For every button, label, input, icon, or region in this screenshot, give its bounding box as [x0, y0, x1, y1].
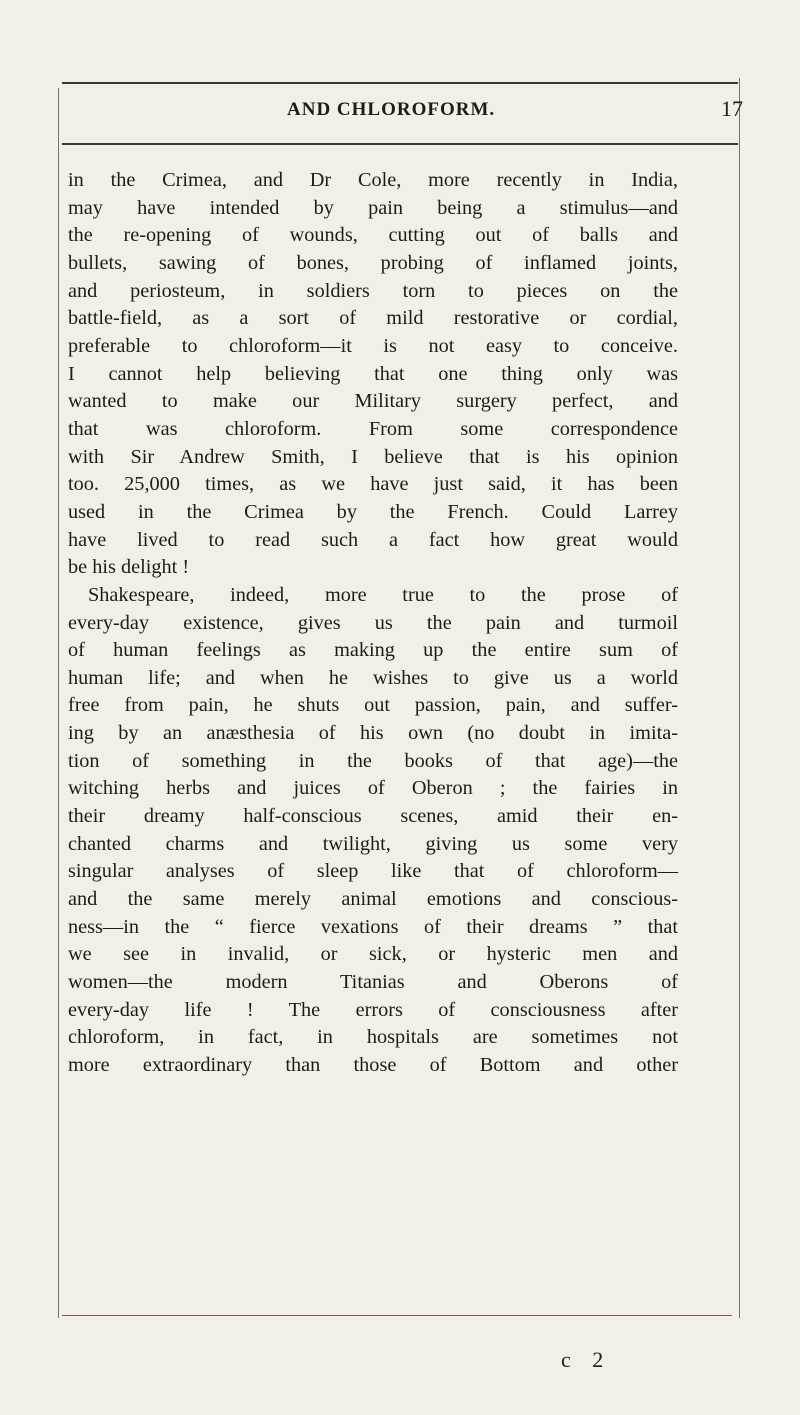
right-page-edge: [739, 78, 740, 1318]
text-line: wanted to make our Military surgery perfect, and: [68, 390, 678, 413]
text-line: I cannot help believing that one thing only was: [68, 362, 678, 385]
text-line: may have intended by pain being a stimulus—and: [68, 196, 678, 219]
text-line: singular analyses of sleep like that of chloroform—: [68, 860, 678, 883]
bottom-rule: [62, 1315, 732, 1316]
text-line: the re-opening of wounds, cutting out of balls and: [68, 224, 678, 247]
text-line: in the Crimea, and Dr Cole, more recently in India,: [68, 169, 678, 191]
text-line: free from pain, he shuts out passion, pain, and suffer-: [68, 694, 678, 717]
text-line: chloroform, in fact, in hospitals are sometimes not: [68, 1026, 678, 1049]
text-line: chanted charms and twilight, giving us some very: [68, 832, 678, 855]
text-line: of human feelings as making up the entire sum of: [68, 639, 678, 662]
text-line: used in the Crimea by the French. Could Larrey: [68, 500, 678, 523]
text-line: human life; and when he wishes to give us a world: [68, 666, 678, 689]
text-line: too. 25,000 times, as we have just said, it has been: [68, 473, 678, 496]
text-line: their dreamy half-conscious scenes, amid their en-: [68, 805, 678, 828]
text-line: ness—in the “ fierce vexations of their dreams ” that: [68, 915, 678, 938]
body-text: [68, 167, 678, 1080]
text-line: that was chloroform. From some correspondence: [68, 417, 678, 440]
left-page-edge: [58, 88, 59, 1318]
text-line: be his delight !: [68, 556, 190, 579]
text-line: Shakespeare, indeed, more true to the prose of: [88, 583, 678, 606]
text-line: and periosteum, in soldiers torn to pieces on the: [68, 279, 678, 302]
text-line: we see in invalid, or sick, or hysteric men and: [68, 943, 678, 966]
text-line: ing by an anæsthesia of his own (no doubt in imita-: [68, 722, 678, 745]
text-line: witching herbs and juices of Oberon ; the fairies in: [68, 777, 678, 800]
signature-mark: c 2: [561, 1347, 612, 1372]
running-title: AND CHLOROFORM.: [287, 99, 496, 120]
text-line: every-day life ! The errors of consciousness after: [68, 998, 678, 1021]
text-line: with Sir Andrew Smith, I believe that is his opinion: [68, 445, 678, 468]
text-line: bullets, sawing of bones, probing of inflamed joints,: [68, 251, 678, 274]
text-line: tion of something in the books of that age)—the: [68, 749, 678, 772]
text-line: every-day existence, gives us the pain and turmoil: [68, 611, 678, 634]
text-line: battle-field, as a sort of mild restorative or cordial,: [68, 307, 678, 330]
top-rule: [62, 82, 738, 84]
page-number: 17: [721, 96, 743, 121]
text-line: and the same merely animal emotions and conscious-: [68, 888, 678, 911]
header-rule: [62, 143, 738, 145]
text-line: have lived to read such a fact how great would: [68, 528, 678, 551]
text-line: women—the modern Titanias and Oberons of: [68, 971, 678, 994]
text-line: more extraordinary than those of Bottom and other: [68, 1054, 678, 1076]
text-line: preferable to chloroform—it is not easy to conceive.: [68, 334, 678, 357]
